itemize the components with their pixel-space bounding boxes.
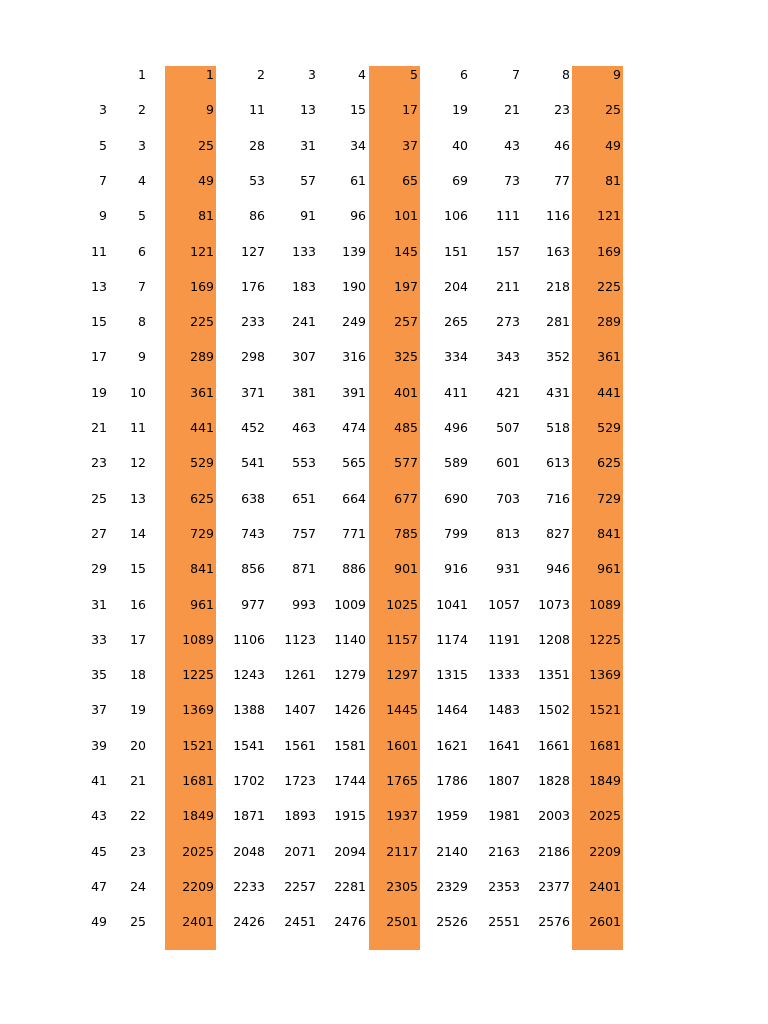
cell-r8-c7: 257: [394, 314, 418, 329]
cell-r8-c4: 233: [241, 314, 265, 329]
cell-r5-c11: 121: [597, 208, 621, 223]
cell-r22-c5: 1893: [284, 808, 316, 823]
cell-r20-c2: 20: [130, 738, 146, 753]
cell-r7-c8: 204: [444, 279, 468, 294]
cell-r23-c6: 2094: [334, 844, 366, 859]
cell-r1-c4: 2: [257, 67, 265, 82]
cell-r1-c7: 5: [410, 67, 418, 82]
cell-r19-c2: 19: [130, 702, 146, 717]
cell-r9-c9: 343: [496, 349, 520, 364]
cell-r10-c6: 391: [342, 385, 366, 400]
cell-r5-c2: 5: [138, 208, 146, 223]
cell-r21-c6: 1744: [334, 773, 366, 788]
cell-r8-c2: 8: [138, 314, 146, 329]
cell-r17-c10: 1208: [538, 632, 570, 647]
cell-r4-c7: 65: [402, 173, 418, 188]
cell-r16-c3: 961: [190, 597, 214, 612]
cell-r9-c8: 334: [444, 349, 468, 364]
cell-r13-c4: 638: [241, 491, 265, 506]
cell-r12-c6: 565: [342, 455, 366, 470]
cell-r25-c9: 2551: [488, 914, 520, 929]
cell-r11-c3: 441: [190, 420, 214, 435]
cell-r6-c10: 163: [546, 244, 570, 259]
cell-r2-c3: 9: [206, 102, 214, 117]
cell-r21-c2: 21: [130, 773, 146, 788]
cell-r11-c10: 518: [546, 420, 570, 435]
cell-r17-c7: 1157: [386, 632, 418, 647]
cell-r20-c7: 1601: [386, 738, 418, 753]
cell-r14-c4: 743: [241, 526, 265, 541]
cell-r19-c9: 1483: [488, 702, 520, 717]
cell-r4-c3: 49: [198, 173, 214, 188]
cell-r23-c1: 45: [91, 844, 107, 859]
cell-r6-c4: 127: [241, 244, 265, 259]
cell-r6-c1: 11: [91, 244, 107, 259]
cell-r23-c10: 2186: [538, 844, 570, 859]
cell-r10-c2: 10: [130, 385, 146, 400]
cell-r15-c3: 841: [190, 561, 214, 576]
cell-r14-c7: 785: [394, 526, 418, 541]
cell-r13-c10: 716: [546, 491, 570, 506]
cell-r25-c11: 2601: [589, 914, 621, 929]
cell-r7-c5: 183: [292, 279, 316, 294]
cell-r7-c10: 218: [546, 279, 570, 294]
cell-r20-c6: 1581: [334, 738, 366, 753]
cell-r6-c3: 121: [190, 244, 214, 259]
cell-r8-c10: 281: [546, 314, 570, 329]
cell-r12-c3: 529: [190, 455, 214, 470]
cell-r2-c10: 23: [554, 102, 570, 117]
cell-r22-c8: 1959: [436, 808, 468, 823]
cell-r19-c5: 1407: [284, 702, 316, 717]
cell-r9-c10: 352: [546, 349, 570, 364]
cell-r12-c10: 613: [546, 455, 570, 470]
cell-r3-c3: 25: [198, 138, 214, 153]
cell-r19-c11: 1521: [589, 702, 621, 717]
cell-r11-c7: 485: [394, 420, 418, 435]
cell-r8-c5: 241: [292, 314, 316, 329]
cell-r19-c6: 1426: [334, 702, 366, 717]
cell-r13-c9: 703: [496, 491, 520, 506]
cell-r24-c7: 2305: [386, 879, 418, 894]
cell-r18-c11: 1369: [589, 667, 621, 682]
cell-r3-c5: 31: [300, 138, 316, 153]
cell-r5-c9: 111: [496, 208, 520, 223]
cell-r5-c6: 96: [350, 208, 366, 223]
cell-r17-c6: 1140: [334, 632, 366, 647]
cell-r18-c3: 1225: [182, 667, 214, 682]
cell-r10-c7: 401: [394, 385, 418, 400]
cell-r10-c10: 431: [546, 385, 570, 400]
cell-r3-c7: 37: [402, 138, 418, 153]
cell-r18-c4: 1243: [233, 667, 265, 682]
cell-r23-c5: 2071: [284, 844, 316, 859]
cell-r21-c9: 1807: [488, 773, 520, 788]
cell-r23-c7: 2117: [386, 844, 418, 859]
cell-r21-c7: 1765: [386, 773, 418, 788]
cell-r18-c10: 1351: [538, 667, 570, 682]
cell-r13-c11: 729: [597, 491, 621, 506]
cell-r22-c1: 43: [91, 808, 107, 823]
cell-r5-c4: 86: [249, 208, 265, 223]
cell-r7-c11: 225: [597, 279, 621, 294]
cell-r8-c8: 265: [444, 314, 468, 329]
cell-r23-c4: 2048: [233, 844, 265, 859]
cell-r7-c3: 169: [190, 279, 214, 294]
cell-r2-c7: 17: [402, 102, 418, 117]
cell-r2-c11: 25: [605, 102, 621, 117]
cell-r20-c3: 1521: [182, 738, 214, 753]
cell-r17-c3: 1089: [182, 632, 214, 647]
cell-r24-c2: 24: [130, 879, 146, 894]
cell-r9-c4: 298: [241, 349, 265, 364]
cell-r10-c5: 381: [292, 385, 316, 400]
cell-r14-c5: 757: [292, 526, 316, 541]
cell-r13-c2: 13: [130, 491, 146, 506]
cell-r16-c5: 993: [292, 597, 316, 612]
cell-r15-c11: 961: [597, 561, 621, 576]
cell-r23-c9: 2163: [488, 844, 520, 859]
cell-r3-c11: 49: [605, 138, 621, 153]
cell-r25-c3: 2401: [182, 914, 214, 929]
cell-r3-c1: 5: [99, 138, 107, 153]
cell-r16-c11: 1089: [589, 597, 621, 612]
cell-r9-c3: 289: [190, 349, 214, 364]
cell-r21-c3: 1681: [182, 773, 214, 788]
cell-r4-c4: 53: [249, 173, 265, 188]
cell-r5-c3: 81: [198, 208, 214, 223]
cell-r3-c8: 40: [452, 138, 468, 153]
cell-r14-c8: 799: [444, 526, 468, 541]
cell-r14-c11: 841: [597, 526, 621, 541]
cell-r17-c2: 17: [130, 632, 146, 647]
cell-r2-c2: 2: [138, 102, 146, 117]
cell-r11-c1: 21: [91, 420, 107, 435]
cell-r9-c7: 325: [394, 349, 418, 364]
cell-r3-c9: 43: [504, 138, 520, 153]
cell-r18-c5: 1261: [284, 667, 316, 682]
cell-r12-c4: 541: [241, 455, 265, 470]
cell-r10-c4: 371: [241, 385, 265, 400]
cell-r6-c2: 6: [138, 244, 146, 259]
cell-r13-c8: 690: [444, 491, 468, 506]
cell-r6-c6: 139: [342, 244, 366, 259]
cell-r15-c7: 901: [394, 561, 418, 576]
cell-r23-c8: 2140: [436, 844, 468, 859]
cell-r11-c5: 463: [292, 420, 316, 435]
cell-r18-c6: 1279: [334, 667, 366, 682]
cell-r13-c1: 25: [91, 491, 107, 506]
cell-r1-c2: 1: [138, 67, 146, 82]
cell-r24-c9: 2353: [488, 879, 520, 894]
cell-r13-c7: 677: [394, 491, 418, 506]
cell-r4-c8: 69: [452, 173, 468, 188]
cell-r3-c4: 28: [249, 138, 265, 153]
cell-r24-c5: 2257: [284, 879, 316, 894]
cell-r17-c9: 1191: [488, 632, 520, 647]
cell-r3-c6: 34: [350, 138, 366, 153]
cell-r24-c10: 2377: [538, 879, 570, 894]
cell-r2-c1: 3: [99, 102, 107, 117]
cell-r23-c2: 23: [130, 844, 146, 859]
cell-r19-c1: 37: [91, 702, 107, 717]
cell-r22-c9: 1981: [488, 808, 520, 823]
cell-r25-c8: 2526: [436, 914, 468, 929]
cell-r20-c11: 1681: [589, 738, 621, 753]
cell-r7-c7: 197: [394, 279, 418, 294]
cell-r25-c6: 2476: [334, 914, 366, 929]
cell-r19-c10: 1502: [538, 702, 570, 717]
cell-r5-c8: 106: [444, 208, 468, 223]
cell-r20-c8: 1621: [436, 738, 468, 753]
cell-r14-c6: 771: [342, 526, 366, 541]
cell-r1-c10: 8: [562, 67, 570, 82]
cell-r25-c4: 2426: [233, 914, 265, 929]
cell-r19-c7: 1445: [386, 702, 418, 717]
cell-r17-c11: 1225: [589, 632, 621, 647]
cell-r1-c5: 3: [308, 67, 316, 82]
cell-r13-c5: 651: [292, 491, 316, 506]
cell-r21-c5: 1723: [284, 773, 316, 788]
cell-r20-c9: 1641: [488, 738, 520, 753]
cell-r12-c8: 589: [444, 455, 468, 470]
cell-r16-c9: 1057: [488, 597, 520, 612]
cell-r4-c10: 77: [554, 173, 570, 188]
cell-r11-c4: 452: [241, 420, 265, 435]
cell-r1-c8: 6: [460, 67, 468, 82]
cell-r15-c6: 886: [342, 561, 366, 576]
cell-r6-c5: 133: [292, 244, 316, 259]
cell-r10-c11: 441: [597, 385, 621, 400]
cell-r20-c1: 39: [91, 738, 107, 753]
cell-r19-c4: 1388: [233, 702, 265, 717]
cell-r6-c9: 157: [496, 244, 520, 259]
cell-r14-c1: 27: [91, 526, 107, 541]
cell-r5-c5: 91: [300, 208, 316, 223]
cell-r7-c6: 190: [342, 279, 366, 294]
cell-r20-c5: 1561: [284, 738, 316, 753]
cell-r22-c10: 2003: [538, 808, 570, 823]
cell-r24-c4: 2233: [233, 879, 265, 894]
cell-r11-c9: 507: [496, 420, 520, 435]
cell-r23-c11: 2209: [589, 844, 621, 859]
cell-r22-c7: 1937: [386, 808, 418, 823]
cell-r15-c10: 946: [546, 561, 570, 576]
cell-r4-c9: 73: [504, 173, 520, 188]
cell-r16-c4: 977: [241, 597, 265, 612]
cell-r16-c2: 16: [130, 597, 146, 612]
cell-r9-c2: 9: [138, 349, 146, 364]
cell-r3-c10: 46: [554, 138, 570, 153]
cell-r18-c7: 1297: [386, 667, 418, 682]
cell-r8-c11: 289: [597, 314, 621, 329]
cell-r4-c2: 4: [138, 173, 146, 188]
cell-r21-c8: 1786: [436, 773, 468, 788]
cell-r25-c7: 2501: [386, 914, 418, 929]
cell-r11-c6: 474: [342, 420, 366, 435]
cell-r19-c3: 1369: [182, 702, 214, 717]
cell-r24-c8: 2329: [436, 879, 468, 894]
cell-r22-c2: 22: [130, 808, 146, 823]
cell-r11-c11: 529: [597, 420, 621, 435]
cell-r12-c5: 553: [292, 455, 316, 470]
cell-r13-c6: 664: [342, 491, 366, 506]
cell-r13-c3: 625: [190, 491, 214, 506]
cell-r2-c9: 21: [504, 102, 520, 117]
cell-r4-c6: 61: [350, 173, 366, 188]
cell-r16-c7: 1025: [386, 597, 418, 612]
cell-r16-c8: 1041: [436, 597, 468, 612]
cell-r7-c4: 176: [241, 279, 265, 294]
cell-r24-c11: 2401: [589, 879, 621, 894]
cell-r2-c6: 15: [350, 102, 366, 117]
cell-r15-c9: 931: [496, 561, 520, 576]
cell-r16-c1: 31: [91, 597, 107, 612]
cell-r15-c8: 916: [444, 561, 468, 576]
cell-r1-c6: 4: [358, 67, 366, 82]
cell-r5-c7: 101: [394, 208, 418, 223]
cell-r22-c4: 1871: [233, 808, 265, 823]
cell-r18-c8: 1315: [436, 667, 468, 682]
cell-r8-c9: 273: [496, 314, 520, 329]
cell-r24-c6: 2281: [334, 879, 366, 894]
cell-r25-c1: 49: [91, 914, 107, 929]
cell-r5-c1: 9: [99, 208, 107, 223]
cell-r11-c2: 11: [130, 420, 146, 435]
cell-r6-c11: 169: [597, 244, 621, 259]
cell-r21-c10: 1828: [538, 773, 570, 788]
cell-r9-c1: 17: [91, 349, 107, 364]
cell-r6-c7: 145: [394, 244, 418, 259]
cell-r22-c11: 2025: [589, 808, 621, 823]
cell-r10-c8: 411: [444, 385, 468, 400]
cell-r14-c9: 813: [496, 526, 520, 541]
cell-r14-c3: 729: [190, 526, 214, 541]
cell-r22-c3: 1849: [182, 808, 214, 823]
cell-r1-c11: 9: [613, 67, 621, 82]
cell-r21-c11: 1849: [589, 773, 621, 788]
cell-r8-c6: 249: [342, 314, 366, 329]
cell-r25-c5: 2451: [284, 914, 316, 929]
cell-r16-c10: 1073: [538, 597, 570, 612]
cell-r8-c1: 15: [91, 314, 107, 329]
cell-r9-c5: 307: [292, 349, 316, 364]
cell-r17-c4: 1106: [233, 632, 265, 647]
cell-r9-c11: 361: [597, 349, 621, 364]
cell-r24-c1: 47: [91, 879, 107, 894]
cell-r18-c9: 1333: [488, 667, 520, 682]
cell-r9-c6: 316: [342, 349, 366, 364]
cell-r4-c5: 57: [300, 173, 316, 188]
cell-r23-c3: 2025: [182, 844, 214, 859]
cell-r2-c4: 11: [249, 102, 265, 117]
cell-r15-c2: 15: [130, 561, 146, 576]
cell-r6-c8: 151: [444, 244, 468, 259]
cell-r16-c6: 1009: [334, 597, 366, 612]
cell-r12-c11: 625: [597, 455, 621, 470]
cell-r11-c8: 496: [444, 420, 468, 435]
cell-r1-c3: 1: [206, 67, 214, 82]
cell-r12-c2: 12: [130, 455, 146, 470]
cell-r12-c9: 601: [496, 455, 520, 470]
cell-r7-c1: 13: [91, 279, 107, 294]
cell-r14-c10: 827: [546, 526, 570, 541]
cell-r17-c5: 1123: [284, 632, 316, 647]
cell-r17-c8: 1174: [436, 632, 468, 647]
cell-r20-c10: 1661: [538, 738, 570, 753]
cell-r21-c1: 41: [91, 773, 107, 788]
cell-r15-c4: 856: [241, 561, 265, 576]
cell-r21-c4: 1702: [233, 773, 265, 788]
cell-r18-c1: 35: [91, 667, 107, 682]
cell-r4-c11: 81: [605, 173, 621, 188]
cell-r18-c2: 18: [130, 667, 146, 682]
cell-r12-c1: 23: [91, 455, 107, 470]
cell-r24-c3: 2209: [182, 879, 214, 894]
cell-r2-c8: 19: [452, 102, 468, 117]
cell-r25-c2: 25: [130, 914, 146, 929]
cell-r7-c2: 7: [138, 279, 146, 294]
cell-r4-c1: 7: [99, 173, 107, 188]
cell-r20-c4: 1541: [233, 738, 265, 753]
cell-r15-c5: 871: [292, 561, 316, 576]
cell-r10-c3: 361: [190, 385, 214, 400]
cell-r25-c10: 2576: [538, 914, 570, 929]
cell-r10-c9: 421: [496, 385, 520, 400]
cell-r5-c10: 116: [546, 208, 570, 223]
cell-r12-c7: 577: [394, 455, 418, 470]
cell-r15-c1: 29: [91, 561, 107, 576]
cell-r7-c9: 211: [496, 279, 520, 294]
cell-r19-c8: 1464: [436, 702, 468, 717]
cell-r10-c1: 19: [91, 385, 107, 400]
cell-r8-c3: 225: [190, 314, 214, 329]
cell-r22-c6: 1915: [334, 808, 366, 823]
cell-r17-c1: 33: [91, 632, 107, 647]
cell-r14-c2: 14: [130, 526, 146, 541]
cell-r1-c9: 7: [512, 67, 520, 82]
cell-r2-c5: 13: [300, 102, 316, 117]
cell-r3-c2: 3: [138, 138, 146, 153]
